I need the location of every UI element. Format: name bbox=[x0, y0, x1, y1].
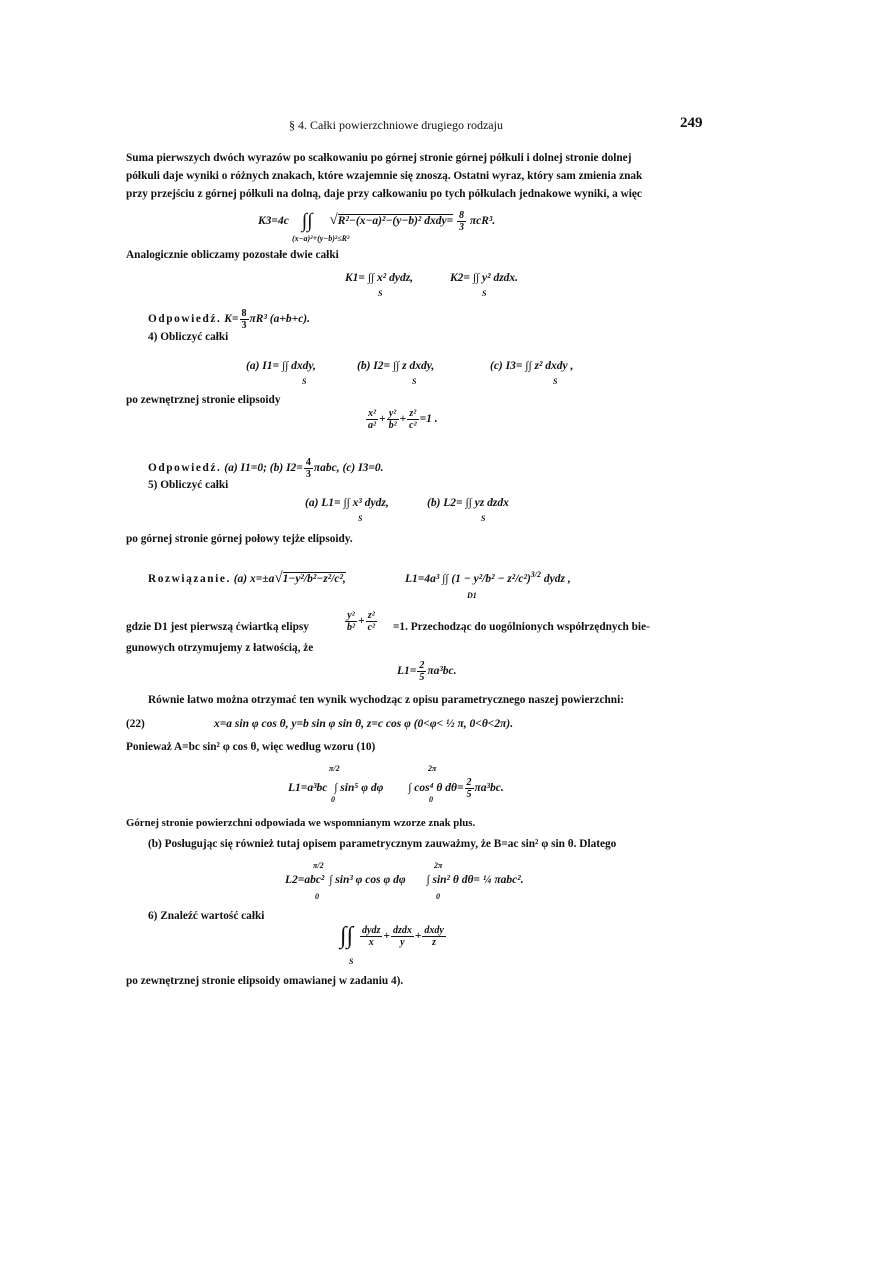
fraction: $\frac{2}{5}$ bbox=[466, 777, 472, 800]
fraction: $\frac{\text{z²}}{\text{c²}}$ bbox=[367, 610, 375, 633]
text-line: po zewnętrznej stronie elipsoidy omawianej w zadaniu 4). bbox=[126, 975, 404, 987]
surface-label: S bbox=[482, 289, 487, 298]
answer-label: Odpowiedź. bbox=[148, 313, 222, 326]
fraction: $\frac{4}{3}$ bbox=[305, 457, 311, 480]
answer-2 bbox=[148, 457, 384, 480]
text-line: po zewnętrznej stronie elipsoidy bbox=[126, 394, 281, 406]
solution-heading: Rozwiązanie. bbox=[148, 573, 231, 585]
text-line: =1. Przechodząc do uogólnionych współrzędnych bie- bbox=[393, 621, 650, 633]
eq-tail: πa³bc. bbox=[474, 782, 504, 795]
answer-label: Odpowiedź. bbox=[148, 462, 222, 475]
surface-label: S bbox=[349, 957, 354, 966]
integration-domain: (x−a)²+(y−b)²≤R² bbox=[292, 234, 350, 243]
upper-limit: π/2 bbox=[313, 861, 324, 870]
surface-label: S bbox=[302, 377, 307, 386]
fraction: $\frac{\text{y²}}{\text{b²}}$ bbox=[347, 610, 355, 633]
eq-integrand: R²−(x−a)²−(y−b)² dxdy= bbox=[337, 215, 454, 228]
equation-6: ∫∫ $\frac{\text{dydz}}{x}$ + $\frac{\text{dzdx}}{y}$ + $\frac{\text{dxdy}}{z}$ bbox=[340, 923, 444, 949]
text-line: Równie łatwo można otrzymać ten wynik wychodząc z opisu parametrycznego naszej powierzchni: bbox=[148, 694, 624, 706]
text-line: gunowych otrzymujemy z łatwością, że bbox=[126, 642, 314, 654]
eq-lhs: K= bbox=[224, 313, 239, 326]
lower-limit: 0 bbox=[315, 892, 319, 901]
equation-i2: (b) I2= ∫∫ z dxdy, bbox=[357, 360, 435, 372]
paragraph-1 bbox=[126, 149, 706, 203]
upper-limit: π/2 bbox=[329, 764, 340, 773]
equation-l1-result bbox=[397, 660, 457, 683]
fraction: $\frac{\text{dzdx}}{y}$ bbox=[392, 925, 412, 948]
running-header: § 4. Całki powierzchniowe drugiego rodzaju bbox=[289, 118, 503, 132]
eq-tail: πabc, (c) I3=0. bbox=[313, 462, 384, 475]
eq-tail: ¼ πabc². bbox=[482, 874, 524, 886]
text-line: półkuli daje wyniki o różnych znakach, które wzajemnie się znoszą. Ostatni wyraz, który sam zmienia znak bbox=[126, 170, 643, 182]
exercise-5: 5) Obliczyć całki bbox=[148, 479, 229, 491]
text-line: gdzie D1 jest pierwszą ćwiartką elipsy bbox=[126, 621, 309, 633]
equation-i3: (c) I3= ∫∫ z² dxdy , bbox=[490, 360, 574, 372]
equation-k3 bbox=[258, 210, 495, 233]
exercise-6: 6) Znaleźć wartość całki bbox=[148, 910, 265, 922]
sqrt-symbol: √ bbox=[329, 212, 338, 229]
equation-number: (22) bbox=[126, 718, 145, 730]
eq-tail: πa³bc. bbox=[427, 665, 457, 678]
eq-integral-1: ∫ sin³ φ cos φ dφ bbox=[329, 874, 406, 886]
eq-tail: πR³ (a+b+c). bbox=[249, 313, 311, 326]
equation-i1: (a) I1= ∫∫ dxdy, bbox=[246, 360, 316, 372]
exercise-4: 4) Obliczyć całki bbox=[148, 331, 229, 343]
text-line: po górnej stronie górnej połowy tejże elipsoidy. bbox=[126, 533, 353, 545]
solution-label bbox=[148, 570, 346, 587]
eq-integral-2: ∫ sin² θ dθ= bbox=[426, 874, 480, 886]
double-integral-symbol: ∫∫ bbox=[340, 923, 354, 949]
eq-lhs: K3=4c bbox=[258, 215, 289, 228]
equation-k1: K1= ∫∫ x² dydz, bbox=[345, 272, 414, 284]
ellipse-fraction: $\frac{\text{y²}}{\text{b²}}$ + $\frac{\text{z²}}{\text{c²}}$ bbox=[347, 610, 375, 633]
text-line: Górnej stronie powierzchni odpowiada we wspomnianym wzorze znak plus. bbox=[126, 817, 476, 829]
answer-1 bbox=[148, 308, 310, 331]
eq-integral-1: ∫ sin⁵ φ dφ bbox=[334, 782, 384, 795]
fraction: $\frac{\text{z²}}{\text{c²}}$ bbox=[409, 408, 417, 431]
eq-integral-2: ∫ cos⁴ θ dθ= bbox=[408, 782, 464, 795]
surface-label: S bbox=[378, 289, 383, 298]
fraction: $\frac{8}{3}$ bbox=[459, 210, 464, 233]
eq-root: 1−y²/b²−z²/c², bbox=[282, 573, 346, 585]
fraction: $\frac{8}{3}$ bbox=[241, 308, 247, 331]
text-line: Ponieważ A=bc sin² φ cos θ, więc według wzoru (10) bbox=[126, 741, 376, 753]
lower-limit: 0 bbox=[436, 892, 440, 901]
fraction: $\frac{\text{dydz}}{x}$ bbox=[362, 925, 381, 948]
lower-limit: 0 bbox=[429, 795, 433, 804]
lower-limit: 0 bbox=[331, 795, 335, 804]
upper-limit: 2π bbox=[428, 764, 437, 773]
domain-label: D1 bbox=[467, 591, 477, 600]
text-line: przy przejściu z górnej półkuli na dolną, daje przy całkowaniu po tych półkulach jednakowe wyniki, a więc bbox=[126, 188, 642, 200]
sqrt-symbol: √ bbox=[274, 570, 283, 586]
fraction: $\frac{\text{y²}}{\text{b²}}$ bbox=[388, 408, 397, 431]
equation-l2-parametric bbox=[285, 874, 524, 886]
eq-tail: πcR³. bbox=[469, 215, 496, 228]
eq-lhs: L1=a³bc bbox=[288, 782, 328, 795]
fraction: $\frac{\text{x²}}{\text{a²}}$ bbox=[368, 408, 376, 431]
double-integral-symbol: ∫∫ bbox=[301, 210, 313, 232]
eq-lhs: L1= bbox=[397, 665, 417, 678]
eq-part: (a) I1=0; (b) I2= bbox=[224, 462, 303, 475]
equation-l1-integral bbox=[405, 570, 571, 585]
surface-label: S bbox=[553, 377, 558, 386]
equation-l1-parametric bbox=[288, 777, 504, 800]
surface-label: S bbox=[481, 514, 486, 523]
surface-label: S bbox=[358, 514, 363, 523]
fraction: $\frac{2}{5}$ bbox=[419, 660, 425, 683]
exponent: 3/2 bbox=[530, 570, 542, 579]
equation-22: x=a sin φ cos θ, y=b sin φ sin θ, z=c cos φ (0<φ< ½ π, 0<θ<2π). bbox=[214, 718, 514, 730]
equation-ellipsoid: $\frac{\text{x²}}{\text{a²}}$ + $\frac{\text{y²}}{\text{b²}}$ + $\frac{\text{z²}}{\text{c²}}$ =1 . bbox=[368, 408, 438, 431]
equation-l1: (a) L1= ∫∫ x³ dydz, bbox=[305, 497, 389, 509]
upper-limit: 2π bbox=[434, 861, 443, 870]
equation-k2: K2= ∫∫ y² dzdx. bbox=[450, 272, 519, 284]
eq-tail: dydz , bbox=[543, 572, 571, 585]
eq-part: (a) x=±a bbox=[233, 573, 275, 585]
page-number: 249 bbox=[680, 115, 703, 131]
fraction: $\frac{\text{dxdy}}{z}$ bbox=[424, 925, 444, 948]
text-line: Analogicznie obliczamy pozostałe dwie całki bbox=[126, 249, 339, 261]
eq-lhs: L1=4a³ ∫∫ bbox=[405, 572, 449, 585]
surface-label: S bbox=[412, 377, 417, 386]
equation-l2: (b) L2= ∫∫ yz dzdx bbox=[427, 497, 509, 509]
text-line: (b) Posługując się również tutaj opisem parametrycznym zauważmy, że B=ac sin² φ sin θ. Dlatego bbox=[148, 838, 617, 850]
text-line: Suma pierwszych dwóch wyrazów po scałkowaniu po górnej stronie górnej półkuli i dolnej stronie dolnej bbox=[126, 152, 632, 164]
eq-rhs: =1 . bbox=[419, 413, 438, 426]
eq-bracket: (1 − y²/b² − z²/c²) bbox=[451, 572, 531, 585]
eq-lhs: L2=abc² bbox=[285, 874, 325, 886]
